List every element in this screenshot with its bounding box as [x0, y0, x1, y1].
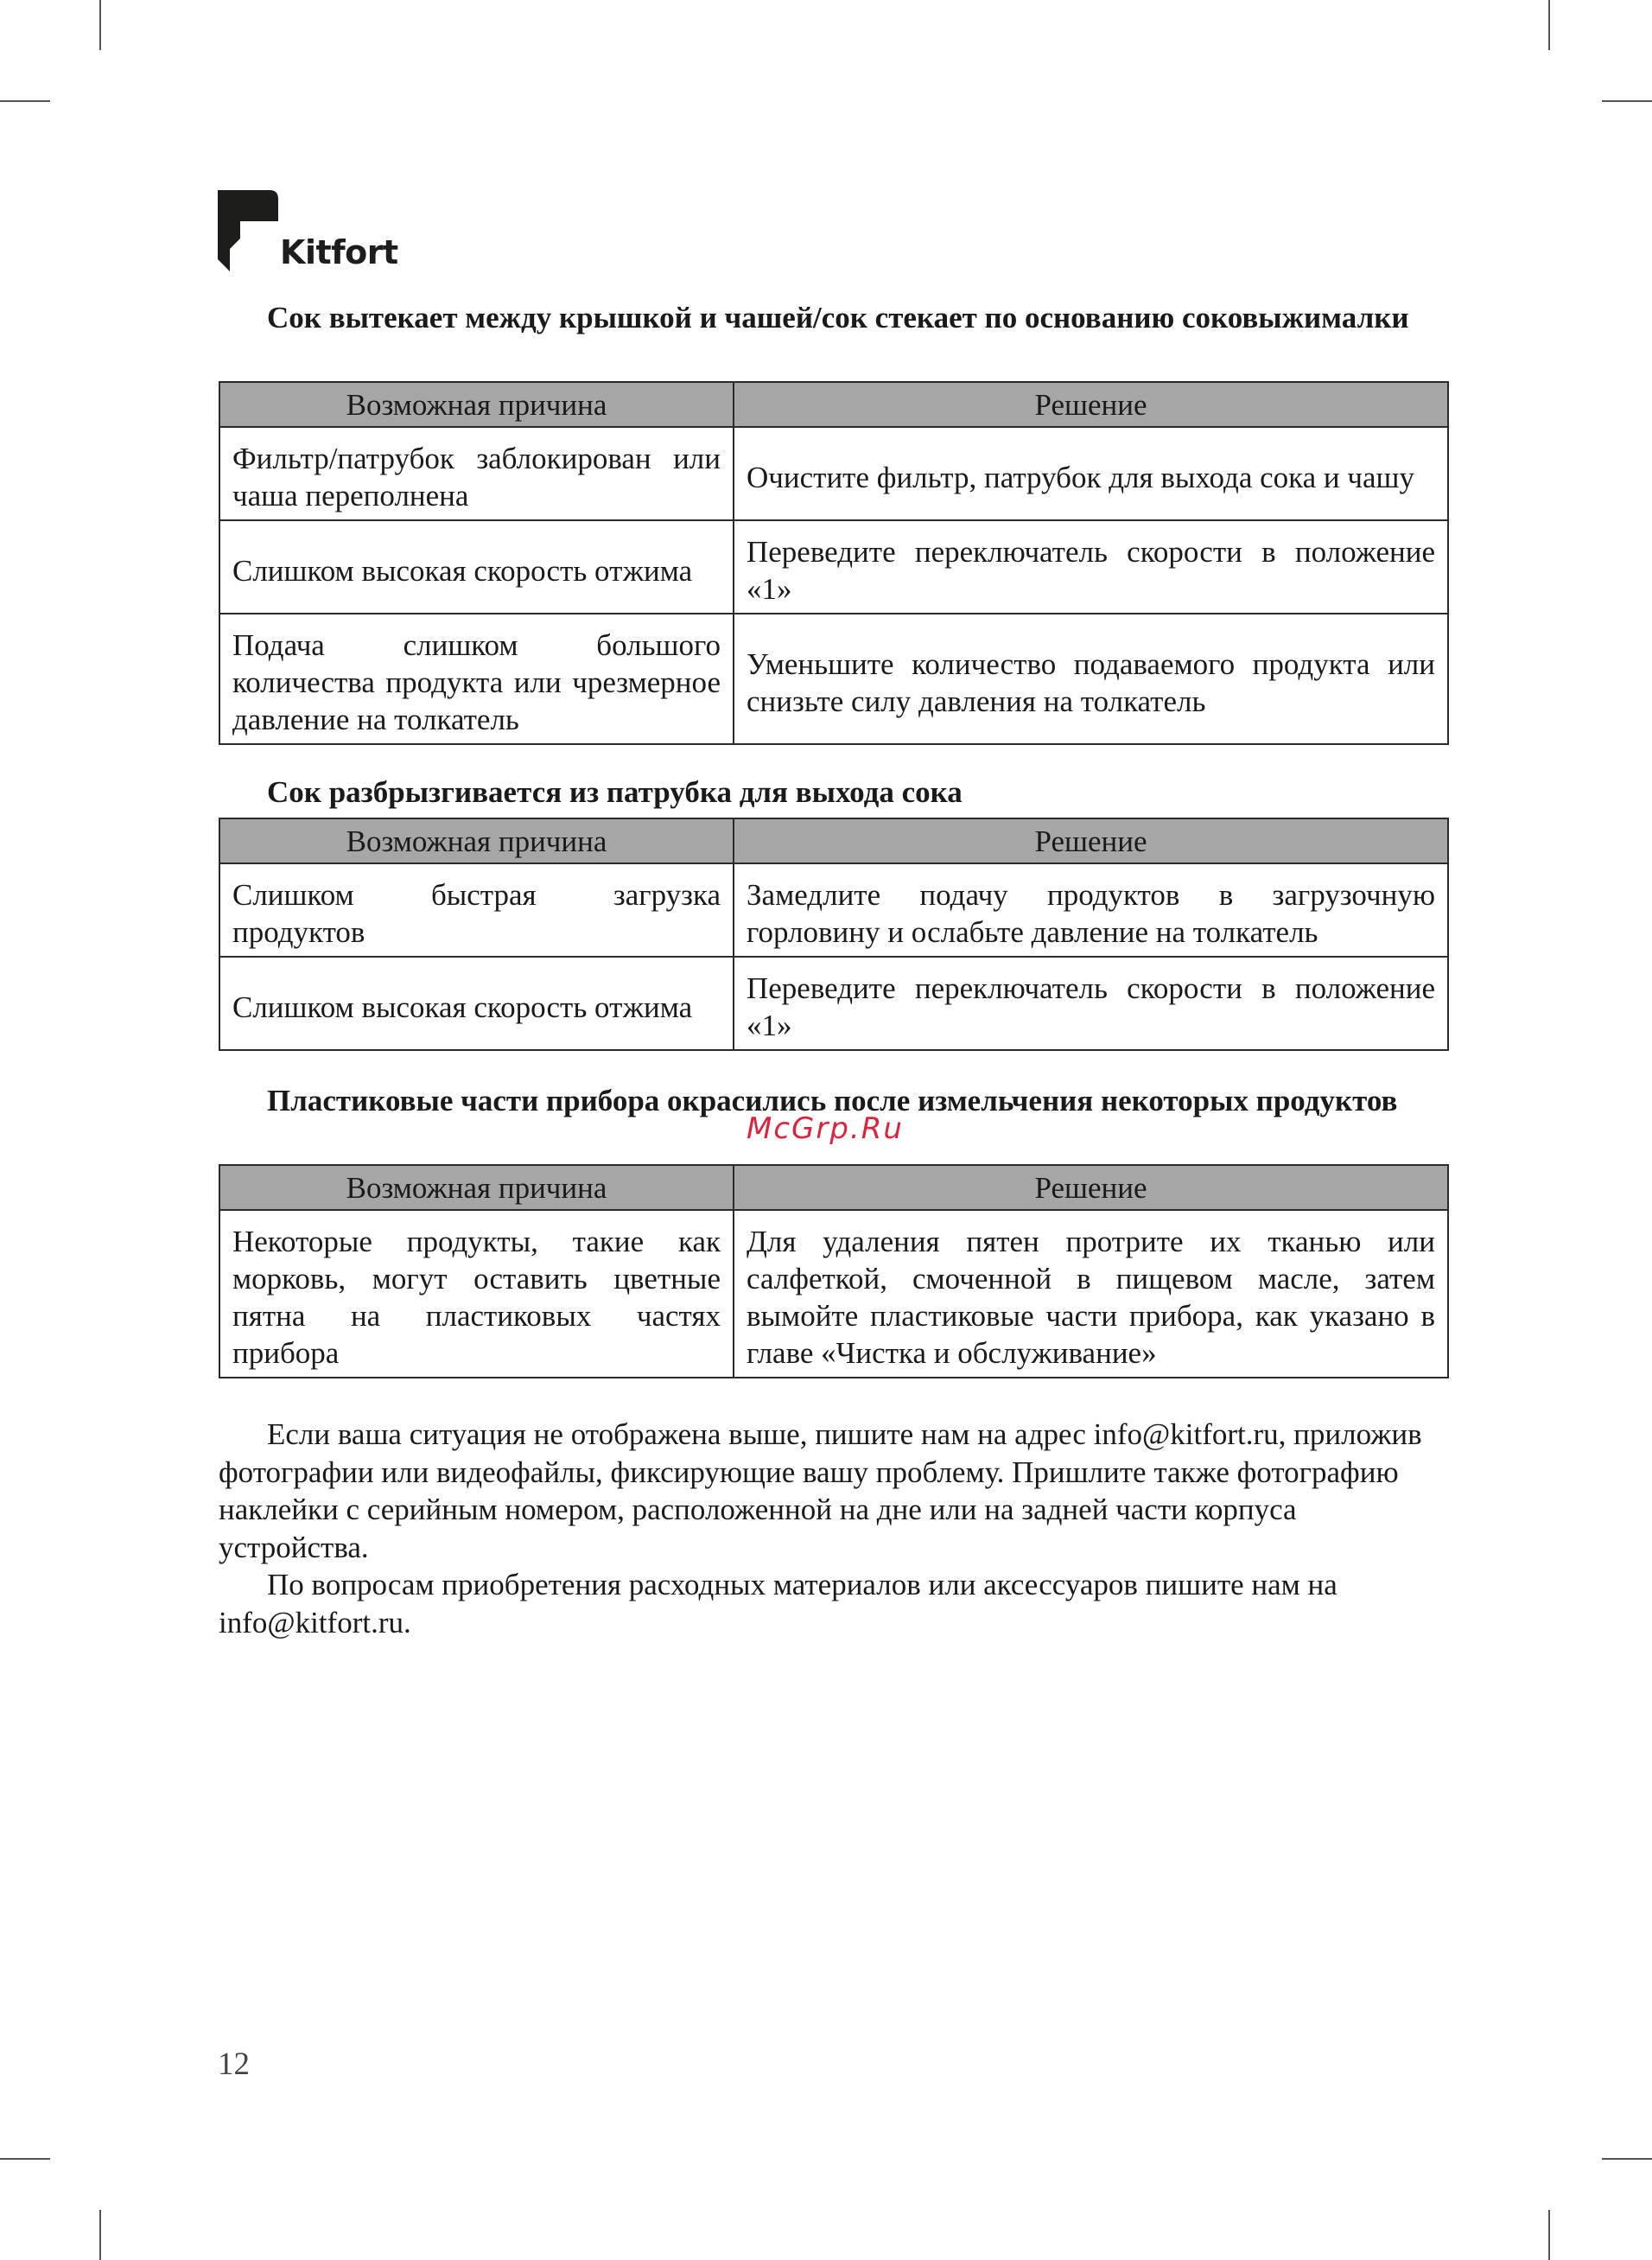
- kitfort-logo-icon: [218, 190, 278, 271]
- header-solution: Решение: [734, 1165, 1448, 1210]
- solution-cell: Переведите переключатель скорости в положение «1»: [734, 957, 1448, 1050]
- solution-cell: Уменьшите количество подаваемого продукта или снизьте силу давления на толкатель: [734, 614, 1448, 744]
- troubleshoot-table-splash: [219, 818, 1449, 1051]
- table-row: [219, 957, 1448, 1050]
- header-cause: Возможная причина: [219, 818, 734, 863]
- table-row: [219, 1210, 1448, 1378]
- cause-cell: Слишком высокая скорость отжима: [219, 957, 734, 1050]
- crop-mark: [99, 2210, 101, 2260]
- table-header-row: [219, 382, 1448, 427]
- logo-brand-text: Kitfort: [280, 233, 398, 271]
- table-row: [219, 614, 1448, 744]
- accessories-paragraph: По вопросам приобретения расходных материалов или аксессуаров пишите нам на info@kitfort.ru.: [219, 1568, 1337, 1639]
- header-solution: Решение: [734, 818, 1448, 863]
- crop-mark: [1602, 100, 1652, 102]
- table-header-row: [219, 1165, 1448, 1210]
- troubleshoot-table-leak: [219, 381, 1449, 745]
- contact-paragraphs: [219, 1416, 1449, 1641]
- section-title-leak: Сок вытекает между крышкой и чашей/сок стекает по основанию соковыжималки: [267, 301, 1409, 334]
- section-title-splash: Сок разбрызгивается из патрубка для выхода сока: [267, 775, 963, 809]
- crop-mark: [1602, 2158, 1652, 2160]
- cause-cell: Слишком быстрая загрузка продуктов: [219, 863, 734, 957]
- troubleshoot-table-stains: [219, 1164, 1449, 1378]
- crop-mark: [99, 0, 101, 50]
- crop-mark: [0, 2158, 50, 2160]
- section-title-stains: Пластиковые части прибора окрасились после измельчения некоторых продуктов: [267, 1084, 1398, 1117]
- crop-mark: [1548, 2210, 1550, 2260]
- cause-cell: Слишком высокая скорость отжима: [219, 520, 734, 614]
- solution-cell: Переведите переключатель скорости в положение «1»: [734, 520, 1448, 614]
- cause-cell: Подача слишком большого количества продукта или чрезмерное давление на толкатель: [219, 614, 734, 744]
- table-row: [219, 520, 1448, 614]
- header-solution: Решение: [734, 382, 1448, 427]
- crop-mark: [1548, 0, 1550, 50]
- cause-cell: Некоторые продукты, такие как морковь, могут оставить цветные пятна на пластиковых частях прибора: [219, 1210, 734, 1378]
- solution-cell: Замедлите подачу продуктов в загрузочную горловину и ослабьте давление на толкатель: [734, 863, 1448, 957]
- solution-cell: Очистите фильтр, патрубок для выхода сока и чашу: [734, 427, 1448, 520]
- watermark-text: McGrp.Ru: [747, 1111, 904, 1146]
- contact-paragraph: Если ваша ситуация не отображена выше, пишите нам на адрес info@kitfort.ru, приложив фотографии или видеофайлы, фиксирующие вашу проблему. Пришлите также фотографию наклейки с серийным номером, расположенной на дне или на задней части корпуса устройства.: [219, 1417, 1422, 1564]
- table-header-row: [219, 818, 1448, 863]
- header-cause: Возможная причина: [219, 1165, 734, 1210]
- kitfort-logo: [218, 188, 398, 271]
- table-row: [219, 863, 1448, 957]
- crop-mark: [0, 100, 50, 102]
- page-number: 12: [218, 2047, 250, 2082]
- table-row: [219, 427, 1448, 520]
- cause-cell: Фильтр/патрубок заблокирован или чаша переполнена: [219, 427, 734, 520]
- header-cause: Возможная причина: [219, 382, 734, 427]
- solution-cell: Для удаления пятен протрите их тканью или салфеткой, смоченной в пищевом масле, затем вымойте пластиковые части прибора, как указано в главе «Чистка и обслуживание»: [734, 1210, 1448, 1378]
